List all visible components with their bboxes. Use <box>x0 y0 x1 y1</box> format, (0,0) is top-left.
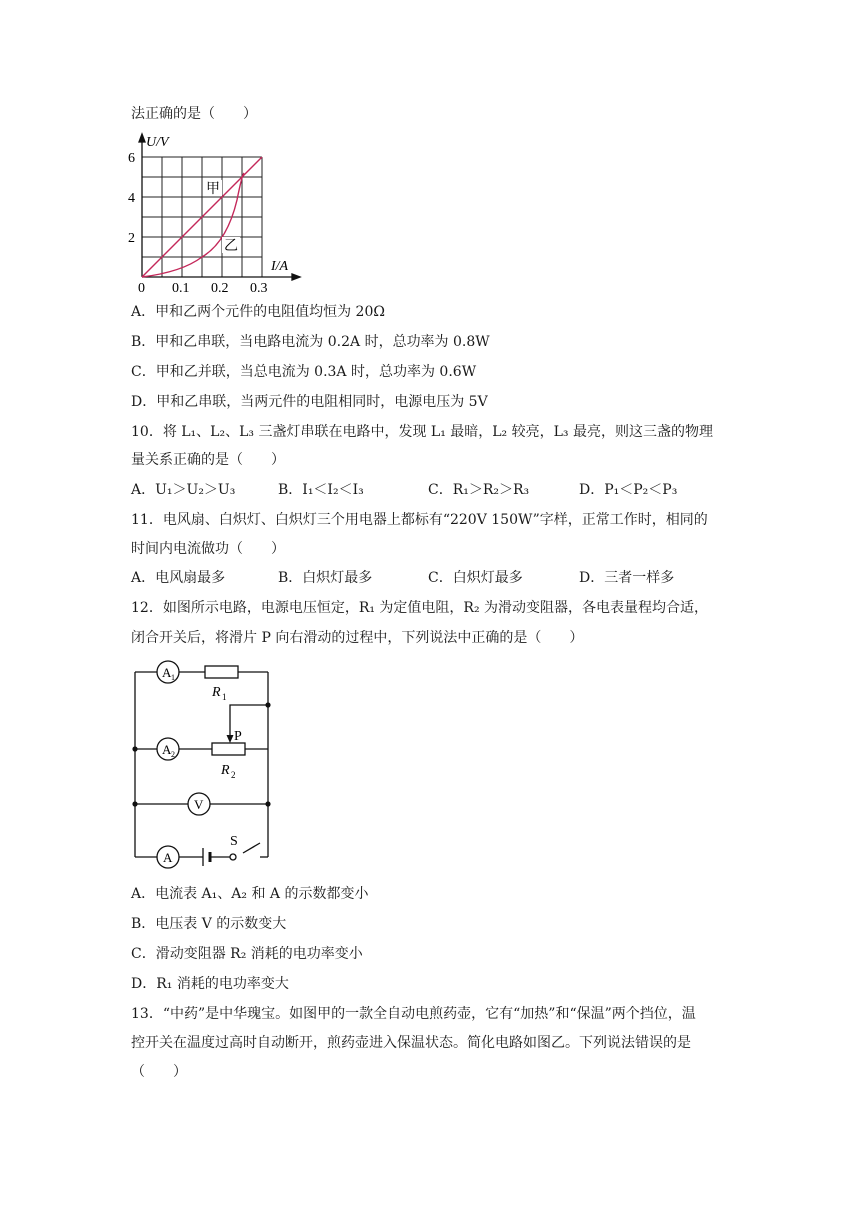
meter-a2-sub: 2 <box>171 750 175 759</box>
q10-option-b[interactable]: B．I₁＜I₂＜I₃ <box>278 482 364 498</box>
meter-a1-sub: 1 <box>171 673 175 682</box>
slider-arrow <box>227 735 234 743</box>
q10-option-c[interactable]: C．R₁＞R₂＞R₃ <box>428 482 530 498</box>
meter-a: A <box>163 850 173 865</box>
q10-stem-line1: 10．将 L₁、L₂、L₃ 三盏灯串联在电路中，发现 L₁ 最暗，L₂ 较亮，L₃ 最亮，则这三盏的物理 <box>131 424 713 440</box>
q9-option-d[interactable]: D．甲和乙串联，当两元件的电阻相同时，电源电压为 5V <box>131 394 488 410</box>
q12-option-d[interactable]: D．R₁ 消耗的电功率变大 <box>131 976 289 992</box>
meter-a1: A <box>162 665 172 680</box>
x-tick-0.1: 0.1 <box>172 281 190 296</box>
q13-stem-line1: 13．“中药”是中华瑰宝。如图甲的一款全自动电煎药壶，它有“加热”和“保温”两个挡位，温 <box>131 1006 696 1022</box>
x-tick-0: 0 <box>138 281 145 296</box>
q11-stem-line1: 11．电风扇、白炽灯、白炽灯三个用电器上都标有“220V 150W”字样，正常工作时，相同的 <box>131 512 708 528</box>
q9-option-a[interactable]: A．甲和乙两个元件的电阻值均恒为 20Ω <box>131 304 385 320</box>
q12-stem-line2: 闭合开关后，将滑片 P 向右滑动的过程中，下列说法中正确的是（ ） <box>131 630 584 646</box>
q11-option-a[interactable]: A．电风扇最多 <box>131 570 226 586</box>
q13-stem-line3: （ ） <box>131 1064 187 1080</box>
label-yi: 乙 <box>224 239 238 254</box>
q9-ui-graph <box>124 130 309 298</box>
q9-stem-tail: 法正确的是（ ） <box>131 106 257 122</box>
q9-option-b[interactable]: B．甲和乙串联，当电路电流为 0.2A 时，总功率为 0.8W <box>131 334 490 350</box>
label-p: P <box>234 729 242 744</box>
y-tick-4: 4 <box>128 191 135 206</box>
q11-option-b[interactable]: B．白炽灯最多 <box>278 570 373 586</box>
x-tick-0.2: 0.2 <box>211 281 229 296</box>
label-r2: R <box>221 763 230 778</box>
q12-circuit-diagram <box>120 650 290 875</box>
x-axis-arrow <box>292 274 300 280</box>
q10-stem-line2: 量关系正确的是（ ） <box>131 452 285 468</box>
q13-stem-line2: 控开关在温度过高时自动断开，煎药壶进入保温状态。简化电路如图乙。下列说法错误的是 <box>131 1035 691 1051</box>
q12-option-a[interactable]: A．电流表 A₁、A₂ 和 A 的示数都变小 <box>131 886 369 902</box>
q11-option-d[interactable]: D．三者一样多 <box>579 570 675 586</box>
q10-options <box>131 480 731 500</box>
meter-a2: A <box>162 742 172 757</box>
label-r1: R <box>212 685 221 700</box>
label-r1-sub: 1 <box>222 692 227 702</box>
label-s: S <box>230 834 238 849</box>
q12-stem-line1: 12．如图所示电路，电源电压恒定，R₁ 为定值电阻，R₂ 为滑动变阻器，各电表量程均合适， <box>131 600 709 616</box>
q11-stem-line2: 时间内电流做功（ ） <box>131 541 285 557</box>
q11-options <box>131 568 731 588</box>
q10-option-a[interactable]: A．U₁＞U₂＞U₃ <box>131 482 236 498</box>
q10-option-d[interactable]: D．P₁＜P₂＜P₃ <box>579 482 678 498</box>
meter-v: V <box>194 797 204 812</box>
y-axis-arrow <box>139 134 145 142</box>
q12-option-b[interactable]: B．电压表 V 的示数变大 <box>131 916 287 932</box>
junction-dots <box>132 702 270 806</box>
label-jia: 甲 <box>206 182 220 197</box>
x-tick-0.3: 0.3 <box>250 281 268 296</box>
q11-option-c[interactable]: C．白炽灯最多 <box>428 570 523 586</box>
y-tick-6: 6 <box>128 151 135 166</box>
x-axis-label: I/A <box>271 259 289 274</box>
label-r2-sub: 2 <box>231 770 236 780</box>
y-axis-label: U/V <box>146 135 169 150</box>
y-tick-2: 2 <box>128 231 135 246</box>
q9-option-c[interactable]: C．甲和乙并联，当总电流为 0.3A 时，总功率为 0.6W <box>131 364 477 380</box>
q12-option-c[interactable]: C．滑动变阻器 R₂ 消耗的电功率变小 <box>131 946 363 962</box>
